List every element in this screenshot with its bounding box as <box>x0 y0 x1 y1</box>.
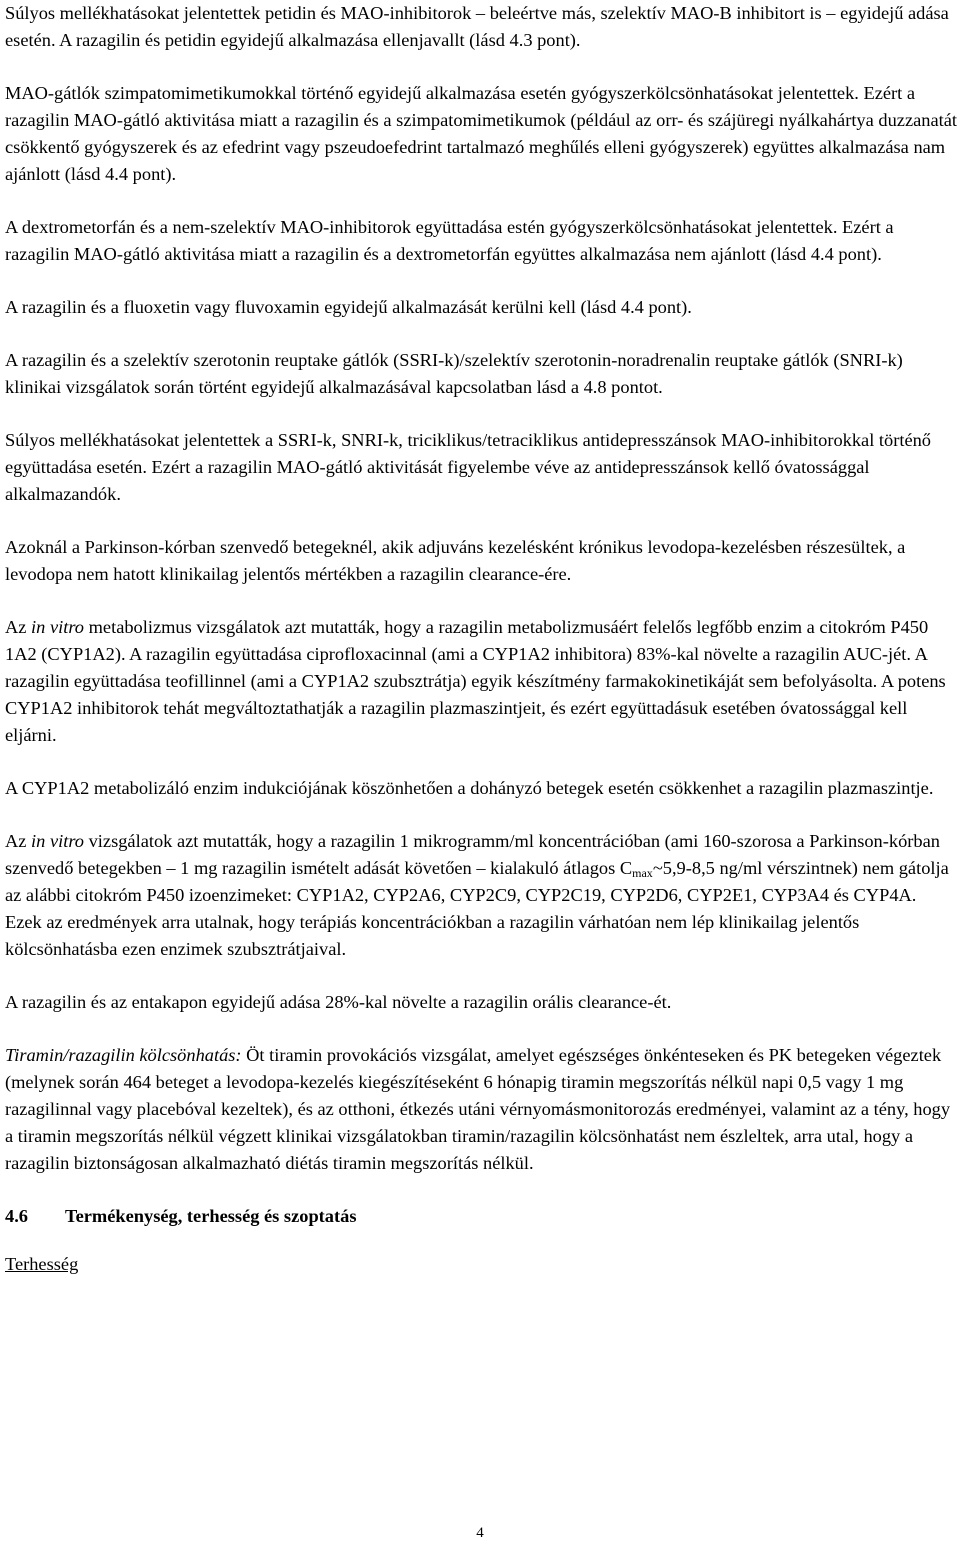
section-title: Termékenység, terhesség és szoptatás <box>65 1206 357 1226</box>
subsection-heading: Terhesség <box>5 1254 79 1274</box>
paragraph-cyp-inhibition <box>5 828 957 963</box>
italic-in-vitro: in vitro <box>31 831 85 851</box>
section-heading <box>5 1203 957 1230</box>
paragraph-tyramine <box>5 1042 957 1177</box>
paragraph-sympathomimetics: MAO-gátlók szimpatomimetikumokkal történő egyidejű alkalmazása esetén gyógyszerkölcsönhatásokat jelentettek. Ezért a razagilin MAO-gátló aktivitása miatt a razagilin és a szimpatomimetikumok (például az orr- és szájüregi nyálkahártya duzzanatát csökkentő gyógyszerek és az efedrint vagy pszeudoefedrint tartalmazó meghűlés elleni gyógyszerek) együttes alkalmazása nam ajánlott (lásd 4.4 pont). <box>5 83 958 184</box>
subscript-max: max <box>632 866 653 880</box>
document-page <box>5 0 957 1278</box>
paragraph-levodopa: Azoknál a Parkinson-kórban szenvedő betegeknél, akik adjuváns kezelésként krónikus levodopa-kezelésben részesültek, a levodopa nem hatott klinikailag jelentős mértékben a razagilin clearance-ére. <box>5 537 906 584</box>
paragraph-fluoxetine: A razagilin és a fluoxetin vagy fluvoxamin egyidejű alkalmazását kerülni kell (lásd 4.4 pont). <box>5 297 692 317</box>
italic-tyramine-label: Tiramin/razagilin kölcsönhatás: <box>5 1045 242 1065</box>
paragraph-dextromethorphan: A dextrometorfán és a nem-szelektív MAO-inhibitorok együttadása estén gyógyszerkölcsönhatásokat jelentettek. Ezért a razagilin MAO-gátló aktivitása miatt a razagilin és a dextrometorfán együttes alkalmazása nem ajánlott (lásd 4.4 pont). <box>5 217 894 264</box>
paragraph-entacapone: A razagilin és az entakapon egyidejű adása 28%-kal növelte a razagilin orális clearance-ét. <box>5 992 672 1012</box>
italic-in-vitro: in vitro <box>31 617 85 637</box>
text-segment: Az <box>5 831 32 851</box>
paragraph-pethidine: Súlyos mellékhatásokat jelentettek petidin és MAO-inhibitorok – beleértve más, szelektív MAO-B inhibitort is – egyidejű adása esetén. A razagilin és petidin egyidejű alkalmazása ellenjavallt (lásd 4.3 pont). <box>5 3 949 50</box>
section-number: 4.6 <box>5 1206 28 1226</box>
page-number: 4 <box>476 1525 484 1541</box>
paragraph-smoking: A CYP1A2 metabolizáló enzim indukciójának köszönhetően a dohányzó betegek esetén csökkenhet a razagilin plazmaszintje. <box>5 778 934 798</box>
text-segment: vizsgálatok azt mutatták, hogy a razagilin 1 mikrogramm/ml koncentrációban (ami 160-szorosa a Parkinson-kórban szenvedő betegekben – 1 mg razagilin ismételt adását követően – kialakuló átlagos C <box>5 831 940 878</box>
paragraph-antidepressants: Súlyos mellékhatásokat jelentettek a SSRI-k, SNRI-k, triciklikus/tetraciklikus antidepresszánsok MAO-inhibitorokkal történő együttadása esetén. Ezért a razagilin MAO-gátló aktivitását figyelembe véve az antidepresszánsok kellő óvatossággal alkalmazandók. <box>5 430 932 504</box>
text-segment: Az <box>5 617 32 637</box>
text-segment: Öt tiramin provokációs vizsgálat, amelyet egészséges önkénteseken és PK betegeken végeztek (melynek során 464 beteget a levodopa-kezelés kiegészítéseként 6 hónapig tiramin megszorítás nélkül napi 0,5 vagy 1 mg razagilinnal vagy placebóval kezeltek), és az otthoni, étkezés utáni vérnyomásmonitorozás eredményei, valamint az a tény, hogy a tiramin megszorítás nélkül végzett klinikai vizsgálatokban tiramin/razagilin kölcsönhatást nem észleltek, arra utal, hogy a razagilin biztonságosan alkalmazható diétás tiramin megszorítás nélkül. <box>5 1045 951 1173</box>
text-segment: metabolizmus vizsgálatok azt mutatták, hogy a razagilin metabolizmusáért felelős legfőbb enzim a citokróm P450 1A2 (CYP1A2). A razagilin együttadása ciprofloxacinnal (ami a CYP1A2 inhibitora) 83%-kal növelte a razagilin AUC-jét. A razagilin együttadása teofillinnel (ami a CYP1A2 szubsztrátja) egyik készítmény farmakokinetikáját sem befolyásolta. A potens CYP1A2 inhibitorok tehát megváltoztathatják a razagilin plazmaszintjeit, és ezért együttadásuk esetében óvatossággal kell eljárni. <box>5 617 946 745</box>
text-segment: ~5,9-8,5 ng/ml vérszintnek) nem gátolja az alábbi citokróm P450 izoenzimeket: CYP1A2, CYP2A6, CYP2C9, CYP2C19, CYP2D6, CYP2E1, CYP3A4 és CYP4A. Ezek az eredmények arra utalnak, hogy terápiás koncentrációkban a razagilin várhatóan nem lép klinikailag jelentős kölcsönhatásba ezen enzimek szubsztrátjaival. <box>5 858 949 959</box>
paragraph-ssri-snri: A razagilin és a szelektív szerotonin reuptake gátlók (SSRI-k)/szelektív szerotonin-noradrenalin reuptake gátlók (SNRI-k) klinikai vizsgálatok során történt egyidejű alkalmazásával kapcsolatban lásd a 4.8 pontot. <box>5 350 903 397</box>
paragraph-cyp1a2-metabolism <box>5 614 957 749</box>
